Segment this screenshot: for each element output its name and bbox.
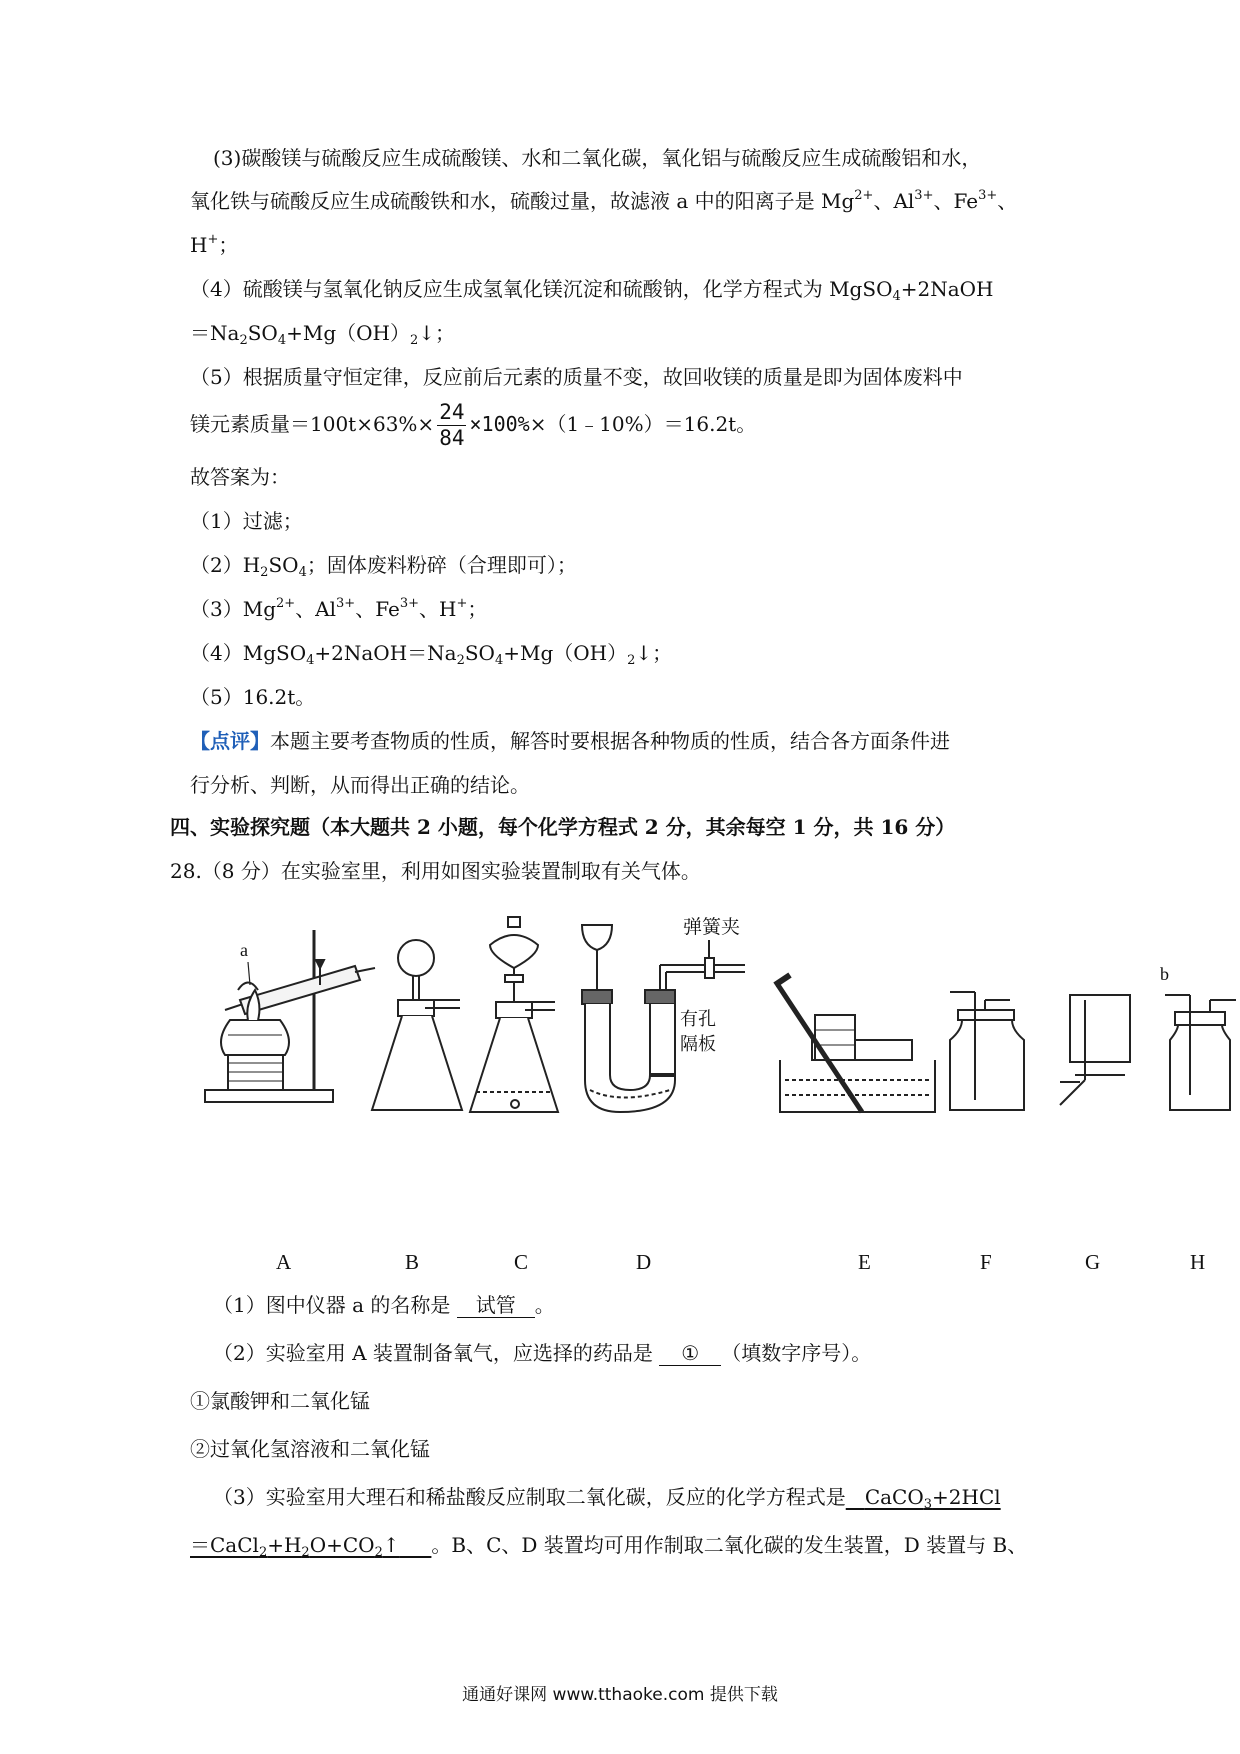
answer-3: $(3)Mg^{2+}$、$Al^{3+}$、$Fe^{3+}$、H+； [190, 596, 488, 621]
apparatus-d [582, 925, 745, 1112]
apparatus-f [950, 992, 1024, 1110]
answers-intro: 故答案为： [190, 465, 290, 489]
apparatus-label-f: F [980, 1250, 992, 1274]
answer-5: （5）16.2t。 [190, 685, 316, 709]
section-heading: 四、实验探究题（本大题共 2 小题，每个化学方程式 2 分，其余每空 1 分，共 16 分） [170, 815, 956, 839]
apparatus-label-c: C [514, 1250, 529, 1274]
answer-equation-part-1: CaCO$_3$+2HCl [864, 1485, 1001, 1512]
comment-tag: 【点评】 [190, 729, 270, 753]
fraction: $\frac{24}{84}$ [439, 400, 465, 450]
apparatus-label-h: H [1190, 1250, 1206, 1274]
apparatus-c [470, 917, 558, 1112]
apparatus-a [205, 930, 375, 1102]
label-plate-2: 隔板 [680, 1034, 716, 1055]
label-a: a [240, 940, 248, 960]
para-3-line-3: H+； [190, 232, 239, 257]
para-4-line-2: $=Na_2SO_4+Mg(OH)_2↓$； [190, 321, 456, 348]
para-4-line-1: （4）硫酸镁与氢氧化钠反应生成氢氧化镁沉淀和硫酸钠，化学方程式为 MgSO$_4$+2NaOH [190, 277, 994, 304]
q28-option-2: ②过氧化氢溶液和二氧化锰 [190, 1437, 430, 1461]
label-spring-clip: 弹簧夹 [683, 916, 741, 938]
q28-stem: 28.（8 分）在实验室里，利用如图实验装置制取有关气体。 [170, 859, 701, 883]
q28-sub-1: （1）图中仪器 a 的名称是 试管 。 [213, 1293, 555, 1317]
apparatus-b [372, 940, 462, 1110]
answer-blank-1: 试管 [457, 1293, 535, 1318]
para-5-line-2: 镁元素质量＝100t×63%× $\frac{24}{84}$ ×100%×（1﹣10%）＝16.2t。 [190, 400, 757, 450]
q28-option-1: ①氯酸钾和二氧化锰 [190, 1389, 370, 1413]
apparatus-label-g: G [1085, 1250, 1101, 1274]
answer-blank-2: ① [659, 1341, 721, 1366]
q28-sub-2: （2）实验室用 A 装置制备氧气，应选择的药品是 ① （填数字序号）。 [213, 1341, 872, 1365]
answer-1: （1）过滤； [190, 509, 303, 533]
comment-line-1: 【点评】本题主要考查物质的性质，解答时要根据各种物质的性质，结合各方面条件进 [190, 729, 950, 753]
q28-sub-3-line-2: $=CaCl_2+H_2O+CO_2↑$ 。B、C、D 装置均可用作制取二氧化碳的发生装置，D 装置与 B、 [190, 1533, 1028, 1560]
q28-sub-3-line-1: （3）实验室用大理石和稀盐酸反应制取二氧化碳，反应的化学方程式是 CaCO$_3$+2HCl [213, 1485, 1001, 1512]
page-footer: 通通好课网 www.tthaoke.com 提供下载 [462, 1685, 778, 1705]
para-5-line-1: （5）根据质量守恒定律，反应前后元素的质量不变，故回收镁的质量是即为固体废料中 [190, 365, 963, 389]
para-3-line-2: 氧化铁与硫酸反应生成硫酸铁和水，硫酸过量，故滤液 a 中的阳离子是 $Mg^{2+}$、$Al^{3+}$、$Fe^{3+}$、 [190, 188, 1018, 213]
label-b: b [1160, 964, 1169, 984]
apparatus-label-a: A [276, 1250, 292, 1274]
answer-equation-part-2: $=CaCl_2+H_2O+CO_2↑$ [190, 1533, 400, 1560]
apparatus-e [775, 975, 935, 1112]
answer-2: $(2)H_2SO_4$；固体废料粉碎（合理即可）； [190, 553, 577, 580]
comment-line-2: 行分析、判断，从而得出正确的结论。 [190, 773, 530, 797]
apparatus-h [1165, 995, 1236, 1110]
apparatus-label-d: D [636, 1250, 652, 1274]
para-3-line-1: (3)碳酸镁与硫酸反应生成硫酸镁、水和二氧化碳，氧化铝与硫酸反应生成硫酸铝和水， [213, 146, 982, 170]
apparatus-g [1060, 995, 1130, 1105]
apparatus-label-b: B [405, 1250, 420, 1274]
label-plate-1: 有孔 [680, 1009, 716, 1030]
apparatus-label-e: E [858, 1250, 871, 1274]
answer-4: $(4)MgSO_4+2NaOH=Na_2SO_4+Mg(OH)_2↓$； [190, 641, 673, 668]
